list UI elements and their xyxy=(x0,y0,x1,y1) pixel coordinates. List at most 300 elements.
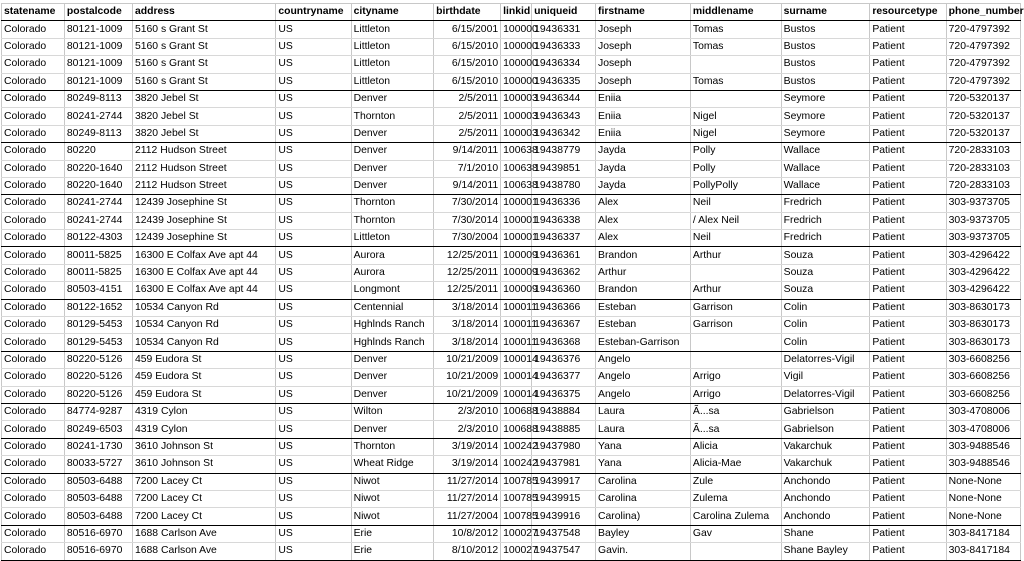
cell-address[interactable]: 16300 E Colfax Ave apt 44 xyxy=(132,264,275,281)
cell-uniqueid[interactable]: 19436361 xyxy=(532,247,596,264)
cell-uniqueid[interactable]: 19437981 xyxy=(532,456,596,473)
cell-surname[interactable]: Delatorres-Vigil xyxy=(781,351,870,368)
cell-address[interactable]: 10534 Canyon Rd xyxy=(132,334,275,351)
cell-statename[interactable]: Colorado xyxy=(2,508,65,525)
cell-birthdate[interactable]: 7/1/2010 xyxy=(434,160,501,177)
cell-cityname[interactable]: Denver xyxy=(351,369,434,386)
cell-birthdate[interactable]: 2/3/2010 xyxy=(434,403,501,420)
cell-surname[interactable]: Fredrich xyxy=(781,212,870,229)
cell-uniqueid[interactable]: 19438884 xyxy=(532,403,596,420)
cell-address[interactable]: 5160 s Grant St xyxy=(132,56,275,73)
cell-resourcetype[interactable]: Patient xyxy=(870,508,946,525)
cell-uniqueid[interactable]: 19436377 xyxy=(532,369,596,386)
cell-postalcode[interactable]: 80220-1640 xyxy=(64,177,132,194)
cell-phone-number[interactable]: 303-8630173 xyxy=(946,299,1020,316)
column-header-firstname[interactable]: firstname xyxy=(596,4,691,21)
cell-surname[interactable]: Gabrielson xyxy=(781,403,870,420)
cell-postalcode[interactable]: 80516-6970 xyxy=(64,543,132,560)
column-header-middlename[interactable]: middlename xyxy=(690,4,781,21)
column-header-resourcetype[interactable]: resourcetype xyxy=(870,4,946,21)
cell-address[interactable]: 4319 Cylon xyxy=(132,403,275,420)
cell-postalcode[interactable]: 80121-1009 xyxy=(64,21,132,38)
cell-middlename[interactable]: / Alex Neil xyxy=(690,212,781,229)
cell-middlename[interactable] xyxy=(690,351,781,368)
cell-postalcode[interactable]: 80121-1009 xyxy=(64,38,132,55)
cell-linkid[interactable]: 100003 xyxy=(501,108,532,125)
cell-linkid[interactable]: 100000 xyxy=(501,56,532,73)
cell-uniqueid[interactable]: 19436336 xyxy=(532,195,596,212)
cell-postalcode[interactable]: 80249-6503 xyxy=(64,421,132,438)
cell-linkid[interactable]: 100011 xyxy=(501,334,532,351)
cell-postalcode[interactable]: 80129-5453 xyxy=(64,334,132,351)
cell-statename[interactable]: Colorado xyxy=(2,73,65,90)
cell-uniqueid[interactable]: 19436362 xyxy=(532,264,596,281)
cell-uniqueid[interactable]: 19438780 xyxy=(532,177,596,194)
cell-countryname[interactable]: US xyxy=(276,282,351,299)
cell-uniqueid[interactable]: 19436344 xyxy=(532,90,596,107)
cell-uniqueid[interactable]: 19436337 xyxy=(532,230,596,247)
cell-firstname[interactable]: Jayda xyxy=(596,177,691,194)
cell-middlename[interactable]: Alicia xyxy=(690,438,781,455)
cell-cityname[interactable]: Denver xyxy=(351,90,434,107)
cell-linkid[interactable]: 100001 xyxy=(501,230,532,247)
cell-linkid[interactable]: 100242 xyxy=(501,438,532,455)
cell-linkid[interactable]: 100009 xyxy=(501,282,532,299)
cell-phone-number[interactable]: 303-9373705 xyxy=(946,230,1020,247)
cell-phone-number[interactable]: 720-4797392 xyxy=(946,38,1020,55)
cell-firstname[interactable]: Carolina xyxy=(596,490,691,507)
cell-uniqueid[interactable]: 19436334 xyxy=(532,56,596,73)
cell-surname[interactable]: Seymore xyxy=(781,108,870,125)
cell-phone-number[interactable]: 303-4708006 xyxy=(946,421,1020,438)
cell-statename[interactable]: Colorado xyxy=(2,473,65,490)
cell-address[interactable]: 5160 s Grant St xyxy=(132,73,275,90)
cell-middlename[interactable]: Garrison xyxy=(690,299,781,316)
column-header-uniqueid[interactable]: uniqueid xyxy=(532,4,596,21)
cell-uniqueid[interactable]: 19436368 xyxy=(532,334,596,351)
cell-statename[interactable]: Colorado xyxy=(2,247,65,264)
cell-middlename[interactable]: Arthur xyxy=(690,282,781,299)
cell-phone-number[interactable]: 303-9488546 xyxy=(946,456,1020,473)
cell-address[interactable]: 7200 Lacey Ct xyxy=(132,508,275,525)
cell-address[interactable]: 12439 Josephine St xyxy=(132,195,275,212)
cell-middlename[interactable]: Carolina Zulema xyxy=(690,508,781,525)
cell-firstname[interactable]: Laura xyxy=(596,421,691,438)
cell-resourcetype[interactable]: Patient xyxy=(870,473,946,490)
cell-resourcetype[interactable]: Patient xyxy=(870,525,946,542)
cell-statename[interactable]: Colorado xyxy=(2,490,65,507)
cell-cityname[interactable]: Littleton xyxy=(351,230,434,247)
cell-statename[interactable]: Colorado xyxy=(2,212,65,229)
cell-postalcode[interactable]: 80122-4303 xyxy=(64,230,132,247)
cell-phone-number[interactable]: 303-8630173 xyxy=(946,317,1020,334)
cell-phone-number[interactable]: None-None xyxy=(946,490,1020,507)
cell-firstname[interactable]: Alex xyxy=(596,212,691,229)
cell-address[interactable]: 3610 Johnson St xyxy=(132,456,275,473)
cell-firstname[interactable]: Brandon xyxy=(596,282,691,299)
cell-phone-number[interactable]: 303-4708006 xyxy=(946,403,1020,420)
cell-middlename[interactable]: Tomas xyxy=(690,38,781,55)
cell-address[interactable]: 2112 Hudson Street xyxy=(132,160,275,177)
cell-postalcode[interactable]: 80241-2744 xyxy=(64,212,132,229)
cell-middlename[interactable]: Ã...sa xyxy=(690,421,781,438)
cell-countryname[interactable]: US xyxy=(276,421,351,438)
cell-birthdate[interactable]: 8/10/2012 xyxy=(434,543,501,560)
cell-uniqueid[interactable]: 19436376 xyxy=(532,351,596,368)
column-header-cityname[interactable]: cityname xyxy=(351,4,434,21)
cell-countryname[interactable]: US xyxy=(276,160,351,177)
cell-surname[interactable]: Colin xyxy=(781,334,870,351)
cell-linkid[interactable]: 100027 xyxy=(501,525,532,542)
cell-cityname[interactable]: Erie xyxy=(351,543,434,560)
cell-middlename[interactable]: Polly xyxy=(690,143,781,160)
cell-linkid[interactable]: 100001 xyxy=(501,195,532,212)
cell-firstname[interactable]: Angelo xyxy=(596,369,691,386)
cell-surname[interactable]: Shane xyxy=(781,525,870,542)
cell-firstname[interactable]: Brandon xyxy=(596,247,691,264)
column-header-countryname[interactable]: countryname xyxy=(276,4,351,21)
cell-middlename[interactable]: Neil xyxy=(690,230,781,247)
cell-countryname[interactable]: US xyxy=(276,125,351,142)
cell-birthdate[interactable]: 6/15/2010 xyxy=(434,38,501,55)
cell-firstname[interactable]: Angelo xyxy=(596,351,691,368)
cell-address[interactable]: 3610 Johnson St xyxy=(132,438,275,455)
column-header-address[interactable]: address xyxy=(132,4,275,21)
cell-cityname[interactable]: Niwot xyxy=(351,490,434,507)
cell-address[interactable]: 2112 Hudson Street xyxy=(132,177,275,194)
cell-postalcode[interactable]: 80503-6488 xyxy=(64,473,132,490)
cell-linkid[interactable]: 100003 xyxy=(501,125,532,142)
cell-birthdate[interactable]: 11/27/2004 xyxy=(434,508,501,525)
cell-uniqueid[interactable]: 19436343 xyxy=(532,108,596,125)
cell-birthdate[interactable]: 2/5/2011 xyxy=(434,108,501,125)
cell-resourcetype[interactable]: Patient xyxy=(870,421,946,438)
cell-cityname[interactable]: Denver xyxy=(351,177,434,194)
cell-countryname[interactable]: US xyxy=(276,90,351,107)
cell-statename[interactable]: Colorado xyxy=(2,369,65,386)
cell-postalcode[interactable]: 80220-5126 xyxy=(64,386,132,403)
cell-surname[interactable]: Gabrielson xyxy=(781,421,870,438)
cell-address[interactable]: 459 Eudora St xyxy=(132,351,275,368)
cell-address[interactable]: 10534 Canyon Rd xyxy=(132,299,275,316)
cell-address[interactable]: 10534 Canyon Rd xyxy=(132,317,275,334)
cell-countryname[interactable]: US xyxy=(276,264,351,281)
cell-phone-number[interactable]: 303-9373705 xyxy=(946,212,1020,229)
cell-address[interactable]: 4319 Cylon xyxy=(132,421,275,438)
cell-middlename[interactable]: Zule xyxy=(690,473,781,490)
cell-linkid[interactable]: 100009 xyxy=(501,264,532,281)
cell-postalcode[interactable]: 80033-5727 xyxy=(64,456,132,473)
cell-surname[interactable]: Souza xyxy=(781,282,870,299)
cell-cityname[interactable]: Denver xyxy=(351,386,434,403)
cell-middlename[interactable]: Arrigo xyxy=(690,369,781,386)
cell-linkid[interactable]: 100688 xyxy=(501,403,532,420)
cell-postalcode[interactable]: 80129-5453 xyxy=(64,317,132,334)
cell-uniqueid[interactable]: 19436333 xyxy=(532,38,596,55)
cell-birthdate[interactable]: 2/5/2011 xyxy=(434,125,501,142)
cell-surname[interactable]: Colin xyxy=(781,299,870,316)
cell-birthdate[interactable]: 7/30/2004 xyxy=(434,230,501,247)
cell-resourcetype[interactable]: Patient xyxy=(870,230,946,247)
cell-firstname[interactable]: Yana xyxy=(596,438,691,455)
cell-uniqueid[interactable]: 19438779 xyxy=(532,143,596,160)
cell-statename[interactable]: Colorado xyxy=(2,143,65,160)
cell-countryname[interactable]: US xyxy=(276,438,351,455)
cell-surname[interactable]: Bustos xyxy=(781,21,870,38)
cell-address[interactable]: 459 Eudora St xyxy=(132,369,275,386)
cell-statename[interactable]: Colorado xyxy=(2,386,65,403)
cell-linkid[interactable]: 100000 xyxy=(501,73,532,90)
cell-countryname[interactable]: US xyxy=(276,508,351,525)
cell-middlename[interactable]: Nigel xyxy=(690,125,781,142)
cell-linkid[interactable]: 100688 xyxy=(501,421,532,438)
cell-firstname[interactable]: Esteban xyxy=(596,317,691,334)
cell-birthdate[interactable]: 12/25/2011 xyxy=(434,247,501,264)
cell-address[interactable]: 16300 E Colfax Ave apt 44 xyxy=(132,282,275,299)
cell-postalcode[interactable]: 80121-1009 xyxy=(64,73,132,90)
cell-surname[interactable]: Bustos xyxy=(781,38,870,55)
cell-surname[interactable]: Wallace xyxy=(781,143,870,160)
cell-resourcetype[interactable]: Patient xyxy=(870,90,946,107)
cell-phone-number[interactable]: 303-8417184 xyxy=(946,543,1020,560)
cell-uniqueid[interactable]: 19439917 xyxy=(532,473,596,490)
cell-address[interactable]: 12439 Josephine St xyxy=(132,212,275,229)
cell-resourcetype[interactable]: Patient xyxy=(870,282,946,299)
cell-birthdate[interactable]: 10/8/2012 xyxy=(434,525,501,542)
cell-phone-number[interactable]: 720-5320137 xyxy=(946,108,1020,125)
cell-surname[interactable]: Colin xyxy=(781,317,870,334)
cell-countryname[interactable]: US xyxy=(276,369,351,386)
cell-firstname[interactable]: Bayley xyxy=(596,525,691,542)
column-header-statename[interactable]: statename xyxy=(2,4,65,21)
cell-birthdate[interactable]: 10/21/2009 xyxy=(434,386,501,403)
cell-firstname[interactable]: Angelo xyxy=(596,386,691,403)
cell-phone-number[interactable]: None-None xyxy=(946,508,1020,525)
cell-postalcode[interactable]: 80503-6488 xyxy=(64,508,132,525)
cell-phone-number[interactable]: 720-5320137 xyxy=(946,90,1020,107)
cell-uniqueid[interactable]: 19436360 xyxy=(532,282,596,299)
cell-phone-number[interactable]: 720-4797392 xyxy=(946,56,1020,73)
cell-statename[interactable]: Colorado xyxy=(2,90,65,107)
cell-uniqueid[interactable]: 19437548 xyxy=(532,525,596,542)
cell-phone-number[interactable]: 303-4296422 xyxy=(946,264,1020,281)
cell-phone-number[interactable]: 303-9488546 xyxy=(946,438,1020,455)
cell-linkid[interactable]: 100014 xyxy=(501,386,532,403)
cell-countryname[interactable]: US xyxy=(276,473,351,490)
cell-postalcode[interactable]: 80241-2744 xyxy=(64,108,132,125)
cell-resourcetype[interactable]: Patient xyxy=(870,386,946,403)
cell-birthdate[interactable]: 11/27/2014 xyxy=(434,473,501,490)
cell-resourcetype[interactable]: Patient xyxy=(870,177,946,194)
cell-firstname[interactable]: Joseph xyxy=(596,56,691,73)
cell-uniqueid[interactable]: 19436338 xyxy=(532,212,596,229)
cell-surname[interactable]: Fredrich xyxy=(781,195,870,212)
cell-resourcetype[interactable]: Patient xyxy=(870,38,946,55)
cell-countryname[interactable]: US xyxy=(276,73,351,90)
cell-birthdate[interactable]: 3/18/2014 xyxy=(434,299,501,316)
cell-middlename[interactable] xyxy=(690,90,781,107)
cell-surname[interactable]: Anchondo xyxy=(781,508,870,525)
cell-statename[interactable]: Colorado xyxy=(2,421,65,438)
cell-resourcetype[interactable]: Patient xyxy=(870,160,946,177)
cell-postalcode[interactable]: 80516-6970 xyxy=(64,525,132,542)
column-header-surname[interactable]: surname xyxy=(781,4,870,21)
cell-countryname[interactable]: US xyxy=(276,38,351,55)
cell-surname[interactable]: Vakarchuk xyxy=(781,456,870,473)
cell-resourcetype[interactable]: Patient xyxy=(870,403,946,420)
cell-birthdate[interactable]: 12/25/2011 xyxy=(434,264,501,281)
cell-statename[interactable]: Colorado xyxy=(2,334,65,351)
cell-surname[interactable]: Souza xyxy=(781,264,870,281)
cell-birthdate[interactable]: 6/15/2001 xyxy=(434,21,501,38)
cell-uniqueid[interactable]: 19439916 xyxy=(532,508,596,525)
cell-phone-number[interactable]: 303-9373705 xyxy=(946,195,1020,212)
cell-statename[interactable]: Colorado xyxy=(2,525,65,542)
cell-cityname[interactable]: Littleton xyxy=(351,21,434,38)
cell-surname[interactable]: Anchondo xyxy=(781,490,870,507)
cell-postalcode[interactable]: 80220-1640 xyxy=(64,160,132,177)
cell-statename[interactable]: Colorado xyxy=(2,108,65,125)
cell-uniqueid[interactable]: 19436335 xyxy=(532,73,596,90)
cell-cityname[interactable]: Thornton xyxy=(351,195,434,212)
cell-resourcetype[interactable]: Patient xyxy=(870,108,946,125)
cell-uniqueid[interactable]: 19439851 xyxy=(532,160,596,177)
cell-phone-number[interactable]: 720-4797392 xyxy=(946,21,1020,38)
cell-firstname[interactable]: Arthur xyxy=(596,264,691,281)
cell-postalcode[interactable]: 80249-8113 xyxy=(64,125,132,142)
cell-resourcetype[interactable]: Patient xyxy=(870,334,946,351)
cell-firstname[interactable]: Alex xyxy=(596,195,691,212)
cell-firstname[interactable]: Jayda xyxy=(596,160,691,177)
cell-birthdate[interactable]: 12/25/2011 xyxy=(434,282,501,299)
cell-countryname[interactable]: US xyxy=(276,490,351,507)
cell-linkid[interactable]: 100242 xyxy=(501,456,532,473)
cell-surname[interactable]: Bustos xyxy=(781,73,870,90)
cell-statename[interactable]: Colorado xyxy=(2,543,65,560)
cell-linkid[interactable]: 100000 xyxy=(501,21,532,38)
cell-birthdate[interactable]: 6/15/2010 xyxy=(434,73,501,90)
cell-firstname[interactable]: Yana xyxy=(596,456,691,473)
cell-countryname[interactable]: US xyxy=(276,108,351,125)
cell-middlename[interactable] xyxy=(690,56,781,73)
cell-address[interactable]: 1688 Carlson Ave xyxy=(132,543,275,560)
cell-phone-number[interactable]: 303-8630173 xyxy=(946,334,1020,351)
cell-address[interactable]: 16300 E Colfax Ave apt 44 xyxy=(132,247,275,264)
cell-address[interactable]: 3820 Jebel St xyxy=(132,90,275,107)
cell-address[interactable]: 7200 Lacey Ct xyxy=(132,473,275,490)
cell-statename[interactable]: Colorado xyxy=(2,160,65,177)
cell-phone-number[interactable]: 303-4296422 xyxy=(946,282,1020,299)
cell-middlename[interactable]: Garrison xyxy=(690,317,781,334)
cell-cityname[interactable]: Aurora xyxy=(351,247,434,264)
cell-linkid[interactable]: 100785 xyxy=(501,508,532,525)
cell-resourcetype[interactable]: Patient xyxy=(870,543,946,560)
cell-phone-number[interactable]: None-None xyxy=(946,473,1020,490)
cell-firstname[interactable]: Joseph xyxy=(596,73,691,90)
cell-uniqueid[interactable]: 19437980 xyxy=(532,438,596,455)
cell-phone-number[interactable]: 720-4797392 xyxy=(946,73,1020,90)
cell-address[interactable]: 459 Eudora St xyxy=(132,386,275,403)
cell-resourcetype[interactable]: Patient xyxy=(870,317,946,334)
cell-uniqueid[interactable]: 19436366 xyxy=(532,299,596,316)
cell-phone-number[interactable]: 303-8417184 xyxy=(946,525,1020,542)
cell-middlename[interactable]: Nigel xyxy=(690,108,781,125)
cell-cityname[interactable]: Niwot xyxy=(351,508,434,525)
column-header-phone-number[interactable]: phone_number xyxy=(946,4,1020,21)
cell-surname[interactable]: Anchondo xyxy=(781,473,870,490)
cell-uniqueid[interactable]: 19436375 xyxy=(532,386,596,403)
cell-statename[interactable]: Colorado xyxy=(2,264,65,281)
cell-linkid[interactable]: 100014 xyxy=(501,369,532,386)
cell-resourcetype[interactable]: Patient xyxy=(870,73,946,90)
cell-countryname[interactable]: US xyxy=(276,212,351,229)
cell-surname[interactable]: Vigil xyxy=(781,369,870,386)
column-header-birthdate[interactable]: birthdate xyxy=(434,4,501,21)
cell-uniqueid[interactable]: 19439915 xyxy=(532,490,596,507)
cell-firstname[interactable]: Alex xyxy=(596,230,691,247)
cell-linkid[interactable]: 100000 xyxy=(501,38,532,55)
cell-linkid[interactable]: 100011 xyxy=(501,299,532,316)
cell-postalcode[interactable]: 80241-2744 xyxy=(64,195,132,212)
cell-countryname[interactable]: US xyxy=(276,56,351,73)
cell-middlename[interactable]: Ã...sa xyxy=(690,403,781,420)
cell-surname[interactable]: Seymore xyxy=(781,90,870,107)
cell-linkid[interactable]: 100003 xyxy=(501,90,532,107)
cell-cityname[interactable]: Longmont xyxy=(351,282,434,299)
cell-birthdate[interactable]: 7/30/2014 xyxy=(434,212,501,229)
cell-linkid[interactable]: 100638 xyxy=(501,177,532,194)
cell-surname[interactable]: Delatorres-Vigil xyxy=(781,386,870,403)
cell-statename[interactable]: Colorado xyxy=(2,38,65,55)
cell-postalcode[interactable]: 80011-5825 xyxy=(64,264,132,281)
cell-birthdate[interactable]: 2/3/2010 xyxy=(434,421,501,438)
cell-address[interactable]: 3820 Jebel St xyxy=(132,108,275,125)
cell-middlename[interactable]: PollyPolly xyxy=(690,177,781,194)
cell-resourcetype[interactable]: Patient xyxy=(870,456,946,473)
cell-birthdate[interactable]: 9/14/2011 xyxy=(434,177,501,194)
cell-linkid[interactable]: 100001 xyxy=(501,212,532,229)
cell-statename[interactable]: Colorado xyxy=(2,351,65,368)
cell-resourcetype[interactable]: Patient xyxy=(870,212,946,229)
cell-countryname[interactable]: US xyxy=(276,317,351,334)
cell-countryname[interactable]: US xyxy=(276,195,351,212)
cell-countryname[interactable]: US xyxy=(276,543,351,560)
cell-phone-number[interactable]: 720-5320137 xyxy=(946,125,1020,142)
cell-address[interactable]: 7200 Lacey Ct xyxy=(132,490,275,507)
cell-middlename[interactable]: Arthur xyxy=(690,247,781,264)
cell-postalcode[interactable]: 84774-9287 xyxy=(64,403,132,420)
cell-middlename[interactable]: Zulema xyxy=(690,490,781,507)
cell-statename[interactable]: Colorado xyxy=(2,282,65,299)
cell-resourcetype[interactable]: Patient xyxy=(870,490,946,507)
cell-resourcetype[interactable]: Patient xyxy=(870,299,946,316)
cell-address[interactable]: 12439 Josephine St xyxy=(132,230,275,247)
cell-postalcode[interactable]: 80220-5126 xyxy=(64,369,132,386)
cell-statename[interactable]: Colorado xyxy=(2,177,65,194)
cell-cityname[interactable]: Littleton xyxy=(351,38,434,55)
cell-uniqueid[interactable]: 19437547 xyxy=(532,543,596,560)
cell-birthdate[interactable]: 3/19/2014 xyxy=(434,456,501,473)
cell-phone-number[interactable]: 303-4296422 xyxy=(946,247,1020,264)
cell-phone-number[interactable]: 720-2833103 xyxy=(946,143,1020,160)
cell-statename[interactable]: Colorado xyxy=(2,299,65,316)
cell-resourcetype[interactable]: Patient xyxy=(870,143,946,160)
cell-phone-number[interactable]: 720-2833103 xyxy=(946,160,1020,177)
cell-postalcode[interactable]: 80220 xyxy=(64,143,132,160)
cell-cityname[interactable]: Hghlnds Ranch xyxy=(351,334,434,351)
cell-phone-number[interactable]: 720-2833103 xyxy=(946,177,1020,194)
cell-resourcetype[interactable]: Patient xyxy=(870,351,946,368)
